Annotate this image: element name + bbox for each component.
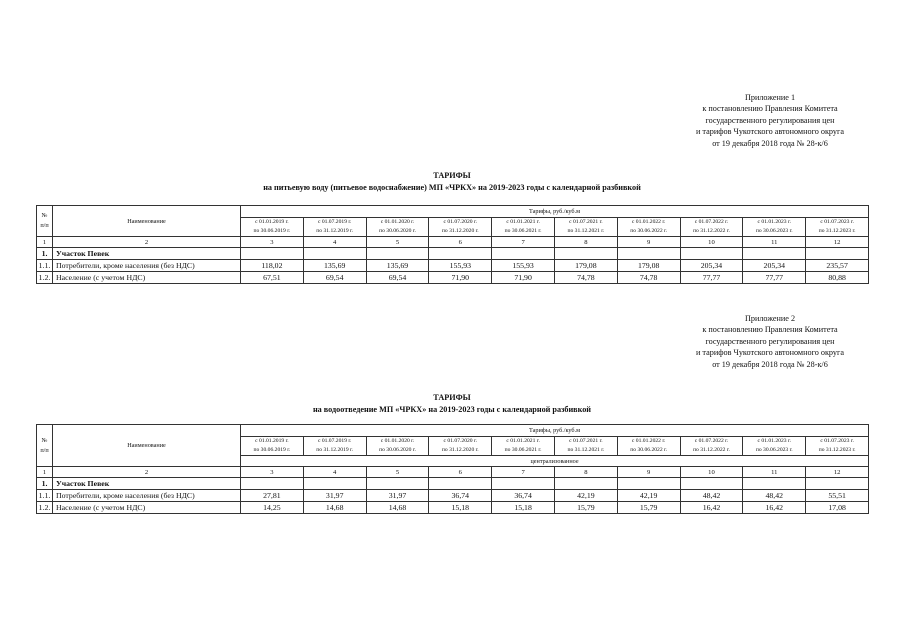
tariff-value: 48,42	[680, 490, 743, 502]
period-to: по 31.12.2019 г.	[316, 447, 354, 453]
tariff-value: 135,69	[303, 260, 366, 272]
period-from: с 01.07.2020 г.	[443, 219, 478, 225]
row-num: 1.1.	[37, 260, 53, 272]
column-number: 11	[743, 467, 806, 478]
tariff-value: 14,68	[303, 502, 366, 514]
tariff-value: 36,74	[429, 490, 492, 502]
col-num-header: № п/п	[37, 425, 53, 467]
table-1-subtitle: на питьевую воду (питьевое водоснабжение) МП «ЧРКХ» на 2019-2023 годы с календарной разбивкой	[263, 182, 641, 192]
tariff-value: 179,08	[617, 260, 680, 272]
column-number: 3	[241, 237, 304, 248]
tariff-value: 15,79	[554, 502, 617, 514]
row-name: Потребители, кроме населения (без НДС)	[53, 260, 241, 272]
column-number: 7	[492, 467, 555, 478]
period-to: по 31.12.2022 г.	[693, 228, 730, 234]
appendix-1-line: к постановлению Правления Комитета	[702, 104, 838, 114]
period-from: с 01.07.2021 г.	[569, 219, 603, 225]
column-number: 6	[429, 237, 492, 248]
tariff-value: 77,77	[743, 272, 806, 284]
tariff-value: 69,54	[303, 272, 366, 284]
empty-cell	[806, 248, 869, 260]
row-name: Население (с учетом НДС)	[53, 502, 241, 514]
tariff-value: 235,57	[806, 260, 869, 272]
period-to: по 31.12.2023 г.	[818, 228, 856, 234]
period-header	[806, 437, 869, 456]
column-number: 10	[680, 237, 743, 248]
tariff-value: 27,81	[241, 490, 304, 502]
table-2-heading	[36, 392, 868, 415]
period-header	[617, 218, 680, 237]
period-from: с 01.07.2023 г.	[820, 219, 854, 225]
period-to: по 31.12.2020 г.	[441, 228, 479, 234]
tariff-value: 74,78	[617, 272, 680, 284]
period-header	[554, 437, 617, 456]
period-to: по 30.06.2020 г.	[379, 447, 416, 453]
period-from: с 01.01.2019 г.	[255, 219, 289, 225]
appendix-2-line: от 19 декабря 2018 года № 28-к/6	[712, 359, 828, 369]
tariff-value: 15,18	[429, 502, 492, 514]
empty-cell	[303, 248, 366, 260]
col-num-header: № п/п	[37, 206, 53, 237]
appendix-1-block	[640, 92, 900, 149]
period-from: с 01.07.2022 г.	[694, 219, 729, 225]
column-number: 1	[37, 467, 53, 478]
period-header	[366, 218, 429, 237]
column-number: 8	[554, 237, 617, 248]
empty-cell	[492, 478, 555, 490]
column-number: 4	[303, 467, 366, 478]
period-from: с 01.07.2023 г.	[820, 438, 854, 444]
tariff-value: 77,77	[680, 272, 743, 284]
empty-cell	[617, 478, 680, 490]
period-to: по 31.12.2021 г.	[567, 228, 605, 234]
table-row	[37, 490, 869, 502]
header-row	[37, 206, 869, 218]
section-name: Участок Певек	[53, 478, 241, 490]
column-number: 7	[492, 237, 555, 248]
period-from: с 01.01.2019 г.	[255, 438, 289, 444]
empty-cell	[680, 248, 743, 260]
tariff-value: 31,97	[366, 490, 429, 502]
period-header	[241, 437, 304, 456]
period-header	[241, 218, 304, 237]
period-from: с 01.01.2022 г.	[631, 438, 666, 444]
tariff-table-water	[36, 205, 869, 284]
tariff-value: 31,97	[303, 490, 366, 502]
row-name: Потребители, кроме населения (без НДС)	[53, 490, 241, 502]
period-to: по 30.06.2022 г.	[630, 228, 668, 234]
column-number: 10	[680, 467, 743, 478]
column-number: 2	[53, 237, 241, 248]
row-num: 1.2.	[37, 502, 53, 514]
section-row	[37, 248, 869, 260]
period-from: с 01.01.2020 г.	[380, 219, 415, 225]
period-from: с 01.07.2021 г.	[569, 438, 603, 444]
appendix-2-line: государственного регулирования цен	[705, 336, 835, 346]
appendix-2-line: и тарифов Чукотского автономного округа	[695, 348, 845, 358]
period-header	[303, 218, 366, 237]
tariff-value: 36,74	[492, 490, 555, 502]
tariff-value: 205,34	[743, 260, 806, 272]
tariff-header: Тарифы, руб./куб.м	[241, 425, 869, 437]
appendix-2-line: к постановлению Правления Комитета	[702, 325, 838, 335]
empty-cell	[366, 248, 429, 260]
tariff-value: 179,08	[554, 260, 617, 272]
period-header	[429, 218, 492, 237]
table-1-heading	[36, 170, 868, 193]
appendix-1-line: государственного регулирования цен	[705, 115, 835, 125]
row-num: 1.2.	[37, 272, 53, 284]
tariff-value: 135,69	[366, 260, 429, 272]
tariff-value: 42,19	[554, 490, 617, 502]
period-from: с 01.01.2021 г.	[506, 438, 540, 444]
period-from: с 01.01.2022 г.	[631, 219, 666, 225]
column-number: 6	[429, 467, 492, 478]
empty-cell	[429, 478, 492, 490]
table-row	[37, 260, 869, 272]
column-number-row	[37, 467, 869, 478]
period-from: с 01.01.2021 г.	[506, 219, 540, 225]
period-from: с 01.07.2019 г.	[317, 438, 352, 444]
period-header	[492, 218, 555, 237]
empty-cell	[366, 478, 429, 490]
period-to: по 30.06.2022 г.	[630, 447, 668, 453]
period-header	[366, 437, 429, 456]
tariff-value: 71,90	[492, 272, 555, 284]
appendix-1-line: и тарифов Чукотского автономного округа	[695, 127, 845, 137]
empty-cell	[492, 248, 555, 260]
period-header	[617, 437, 680, 456]
empty-cell	[743, 478, 806, 490]
column-number: 3	[241, 467, 304, 478]
column-number: 1	[37, 237, 53, 248]
appendix-1-line: от 19 декабря 2018 года № 28-к/6	[712, 138, 828, 148]
period-to: по 31.12.2020 г.	[441, 447, 479, 453]
period-header	[429, 437, 492, 456]
empty-cell	[554, 248, 617, 260]
tariff-value: 16,42	[743, 502, 806, 514]
tariff-value: 71,90	[429, 272, 492, 284]
period-header	[680, 218, 743, 237]
period-header	[554, 218, 617, 237]
tariff-value: 14,25	[241, 502, 304, 514]
period-to: по 31.12.2019 г.	[316, 228, 354, 234]
period-from: с 01.01.2020 г.	[380, 438, 415, 444]
column-number-row	[37, 237, 869, 248]
period-to: по 30.06.2023 г.	[755, 228, 793, 234]
column-number: 5	[366, 237, 429, 248]
tariff-value: 15,18	[492, 502, 555, 514]
tariff-header: Тарифы, руб./куб.м	[241, 206, 869, 218]
period-to: по 30.06.2019 г.	[253, 447, 291, 453]
tariff-value: 74,78	[554, 272, 617, 284]
tariff-value: 155,93	[492, 260, 555, 272]
column-number: 8	[554, 467, 617, 478]
column-number: 12	[806, 467, 869, 478]
table-2-subtitle: на водоотведение МП «ЧРКХ» на 2019-2023 годы с календарной разбивкой	[312, 404, 592, 414]
period-to: по 31.12.2021 г.	[567, 447, 605, 453]
tariff-value: 15,79	[617, 502, 680, 514]
period-to: по 30.06.2021 г.	[504, 228, 542, 234]
empty-cell	[241, 478, 304, 490]
period-header	[743, 437, 806, 456]
appendix-1-line: Приложение 1	[744, 93, 796, 102]
tariff-table-sewage	[36, 424, 869, 514]
tariff-value: 16,42	[680, 502, 743, 514]
row-name: Население (с учетом НДС)	[53, 272, 241, 284]
tariff-value: 14,68	[366, 502, 429, 514]
tariff-value: 55,51	[806, 490, 869, 502]
period-to: по 30.06.2023 г.	[755, 447, 793, 453]
column-number: 5	[366, 467, 429, 478]
empty-cell	[617, 248, 680, 260]
period-from: с 01.07.2020 г.	[443, 438, 478, 444]
period-header	[680, 437, 743, 456]
column-number: 9	[617, 237, 680, 248]
period-header	[806, 218, 869, 237]
tariff-value: 155,93	[429, 260, 492, 272]
period-from: с 01.01.2023 г.	[757, 438, 792, 444]
column-number: 12	[806, 237, 869, 248]
empty-cell	[554, 478, 617, 490]
empty-cell	[429, 248, 492, 260]
empty-cell	[806, 478, 869, 490]
table-2-title: ТАРИФЫ	[433, 393, 471, 402]
period-to: по 30.06.2021 г.	[504, 447, 542, 453]
column-number: 9	[617, 467, 680, 478]
tariff-value: 205,34	[680, 260, 743, 272]
section-num: 1.	[37, 248, 53, 260]
table-1-title: ТАРИФЫ	[433, 171, 471, 180]
column-number: 2	[53, 467, 241, 478]
empty-cell	[680, 478, 743, 490]
tariff-value: 80,88	[806, 272, 869, 284]
period-to: по 31.12.2023 г.	[818, 447, 856, 453]
tariff-value: 48,42	[743, 490, 806, 502]
period-header	[743, 218, 806, 237]
empty-cell	[743, 248, 806, 260]
appendix-2-line: Приложение 2	[744, 314, 796, 323]
column-number: 11	[743, 237, 806, 248]
table-row	[37, 502, 869, 514]
row-num: 1.1.	[37, 490, 53, 502]
period-from: с 01.07.2022 г.	[694, 438, 729, 444]
period-to: по 31.12.2022 г.	[693, 447, 730, 453]
tariff-value: 69,54	[366, 272, 429, 284]
period-from: с 01.01.2023 г.	[757, 219, 792, 225]
section-row	[37, 478, 869, 490]
period-header	[492, 437, 555, 456]
section-num: 1.	[37, 478, 53, 490]
column-number: 4	[303, 237, 366, 248]
appendix-2-block	[640, 313, 900, 370]
period-header	[303, 437, 366, 456]
tariff-value: 42,19	[617, 490, 680, 502]
tariff-value: 118,02	[241, 260, 304, 272]
subheader-label: централизованное	[241, 456, 869, 467]
table-row	[37, 272, 869, 284]
col-name-header: Наименование	[53, 425, 241, 467]
tariff-value: 17,08	[806, 502, 869, 514]
col-name-header: Наименование	[53, 206, 241, 237]
header-row	[37, 425, 869, 437]
tariff-value: 67,51	[241, 272, 304, 284]
section-name: Участок Певек	[53, 248, 241, 260]
empty-cell	[241, 248, 304, 260]
period-to: по 30.06.2020 г.	[379, 228, 416, 234]
period-to: по 30.06.2019 г.	[253, 228, 291, 234]
period-from: с 01.07.2019 г.	[317, 219, 352, 225]
empty-cell	[303, 478, 366, 490]
